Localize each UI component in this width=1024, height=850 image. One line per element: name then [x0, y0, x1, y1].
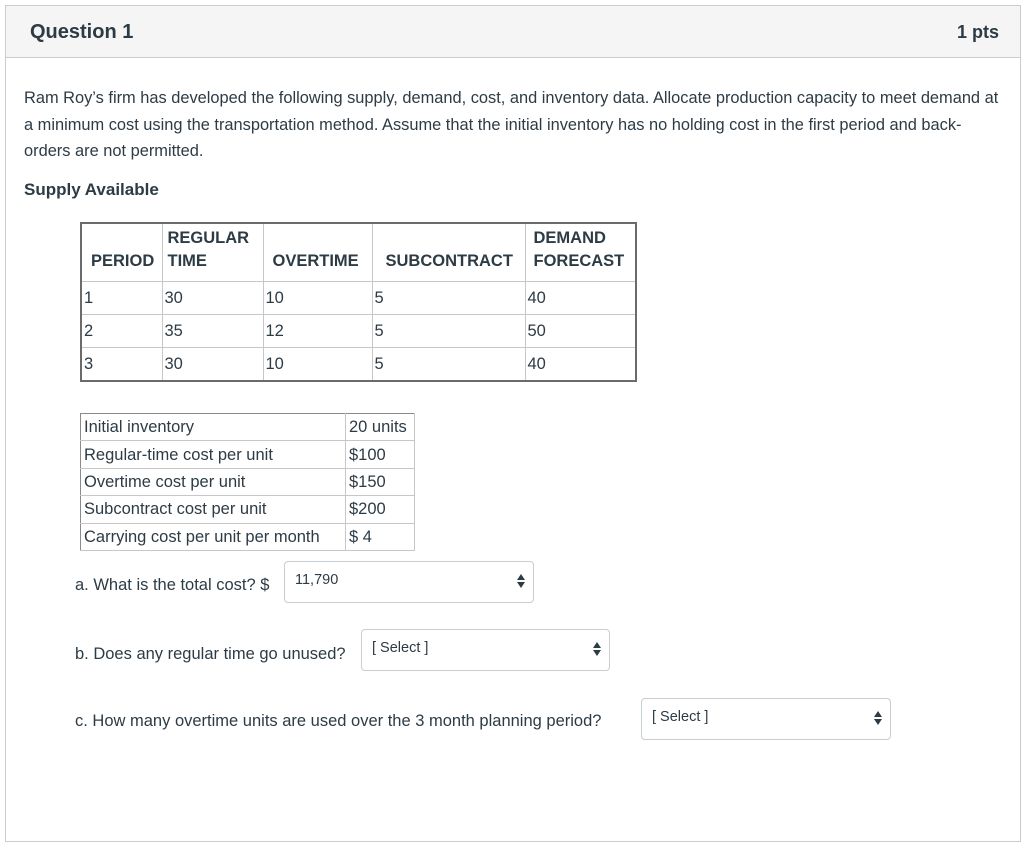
table-row	[81, 347, 636, 381]
question-points: 1 pts	[956, 22, 999, 42]
question-header	[6, 6, 1020, 58]
cell-overtime: 10	[263, 281, 372, 314]
arrow-down-icon	[517, 582, 525, 588]
cell-overtime: 10	[263, 347, 372, 381]
header-regular-time: REGULAR TIME	[162, 223, 263, 281]
select-arrows-icon	[593, 642, 601, 658]
cost-table	[80, 413, 415, 551]
cost-label: Carrying cost per unit per month	[81, 523, 346, 550]
header-demand-forecast: DEMAND FORECAST	[525, 223, 636, 281]
header-subcontract: SUBCONTRACT	[372, 223, 525, 281]
header-period: PERIOD	[81, 223, 162, 281]
total-cost-selected-value: 11,790	[295, 572, 339, 588]
cell-period: 2	[81, 314, 162, 347]
overtime-units-selected-value: [ Select ]	[652, 709, 709, 725]
cell-period: 1	[81, 281, 162, 314]
total-cost-dropdown[interactable]	[284, 561, 534, 603]
cost-value: $ 4	[346, 523, 415, 550]
cost-value: $200	[346, 496, 415, 523]
table-row	[81, 496, 415, 523]
cell-overtime: 12	[263, 314, 372, 347]
cell-demand: 40	[525, 281, 636, 314]
table-row	[81, 468, 415, 495]
cell-subcontract: 5	[372, 347, 525, 381]
select-arrows-icon	[517, 574, 525, 590]
table-row	[81, 523, 415, 550]
cost-value: $100	[346, 441, 415, 468]
question-c-prompt: c. How many overtime units are used over the 3 month planning period?	[75, 712, 602, 730]
cost-label: Subcontract cost per unit	[81, 496, 346, 523]
cell-demand: 40	[525, 347, 636, 381]
cell-demand: 50	[525, 314, 636, 347]
table-row	[81, 281, 636, 314]
arrow-up-icon	[874, 711, 882, 717]
arrow-up-icon	[517, 574, 525, 580]
arrow-up-icon	[593, 642, 601, 648]
arrow-down-icon	[874, 719, 882, 725]
table-row	[81, 414, 415, 441]
question-a-prompt: a. What is the total cost? $	[75, 576, 270, 594]
cell-period: 3	[81, 347, 162, 381]
cell-subcontract: 5	[372, 314, 525, 347]
overtime-units-dropdown[interactable]	[641, 698, 891, 740]
cost-value: $150	[346, 468, 415, 495]
question-title: Question 1	[30, 21, 134, 43]
question-text: Ram Roy’s firm has developed the following supply, demand, cost, and inventory data. Allocate production capacity to meet demand at a minimum cost using the transportation method. Assume that the initial inventory has no holding cost in the first period and back-orders are not permitted.	[24, 89, 999, 160]
cell-regular: 30	[162, 347, 263, 381]
cost-value: 20 units	[346, 414, 415, 441]
cost-label: Initial inventory	[81, 414, 346, 441]
table-row	[81, 314, 636, 347]
cell-regular: 30	[162, 281, 263, 314]
cost-label: Regular-time cost per unit	[81, 441, 346, 468]
cost-label: Overtime cost per unit	[81, 468, 346, 495]
cell-subcontract: 5	[372, 281, 525, 314]
arrow-down-icon	[593, 650, 601, 656]
regular-time-selected-value: [ Select ]	[372, 640, 429, 656]
header-overtime: OVERTIME	[263, 223, 372, 281]
question-b-prompt: b. Does any regular time go unused?	[75, 645, 346, 663]
regular-time-unused-dropdown[interactable]	[361, 629, 610, 671]
supply-header-row	[81, 223, 636, 281]
cell-regular: 35	[162, 314, 263, 347]
select-arrows-icon	[874, 711, 882, 727]
table-row	[81, 441, 415, 468]
supply-heading: Supply Available	[24, 180, 159, 199]
supply-table	[80, 222, 637, 382]
